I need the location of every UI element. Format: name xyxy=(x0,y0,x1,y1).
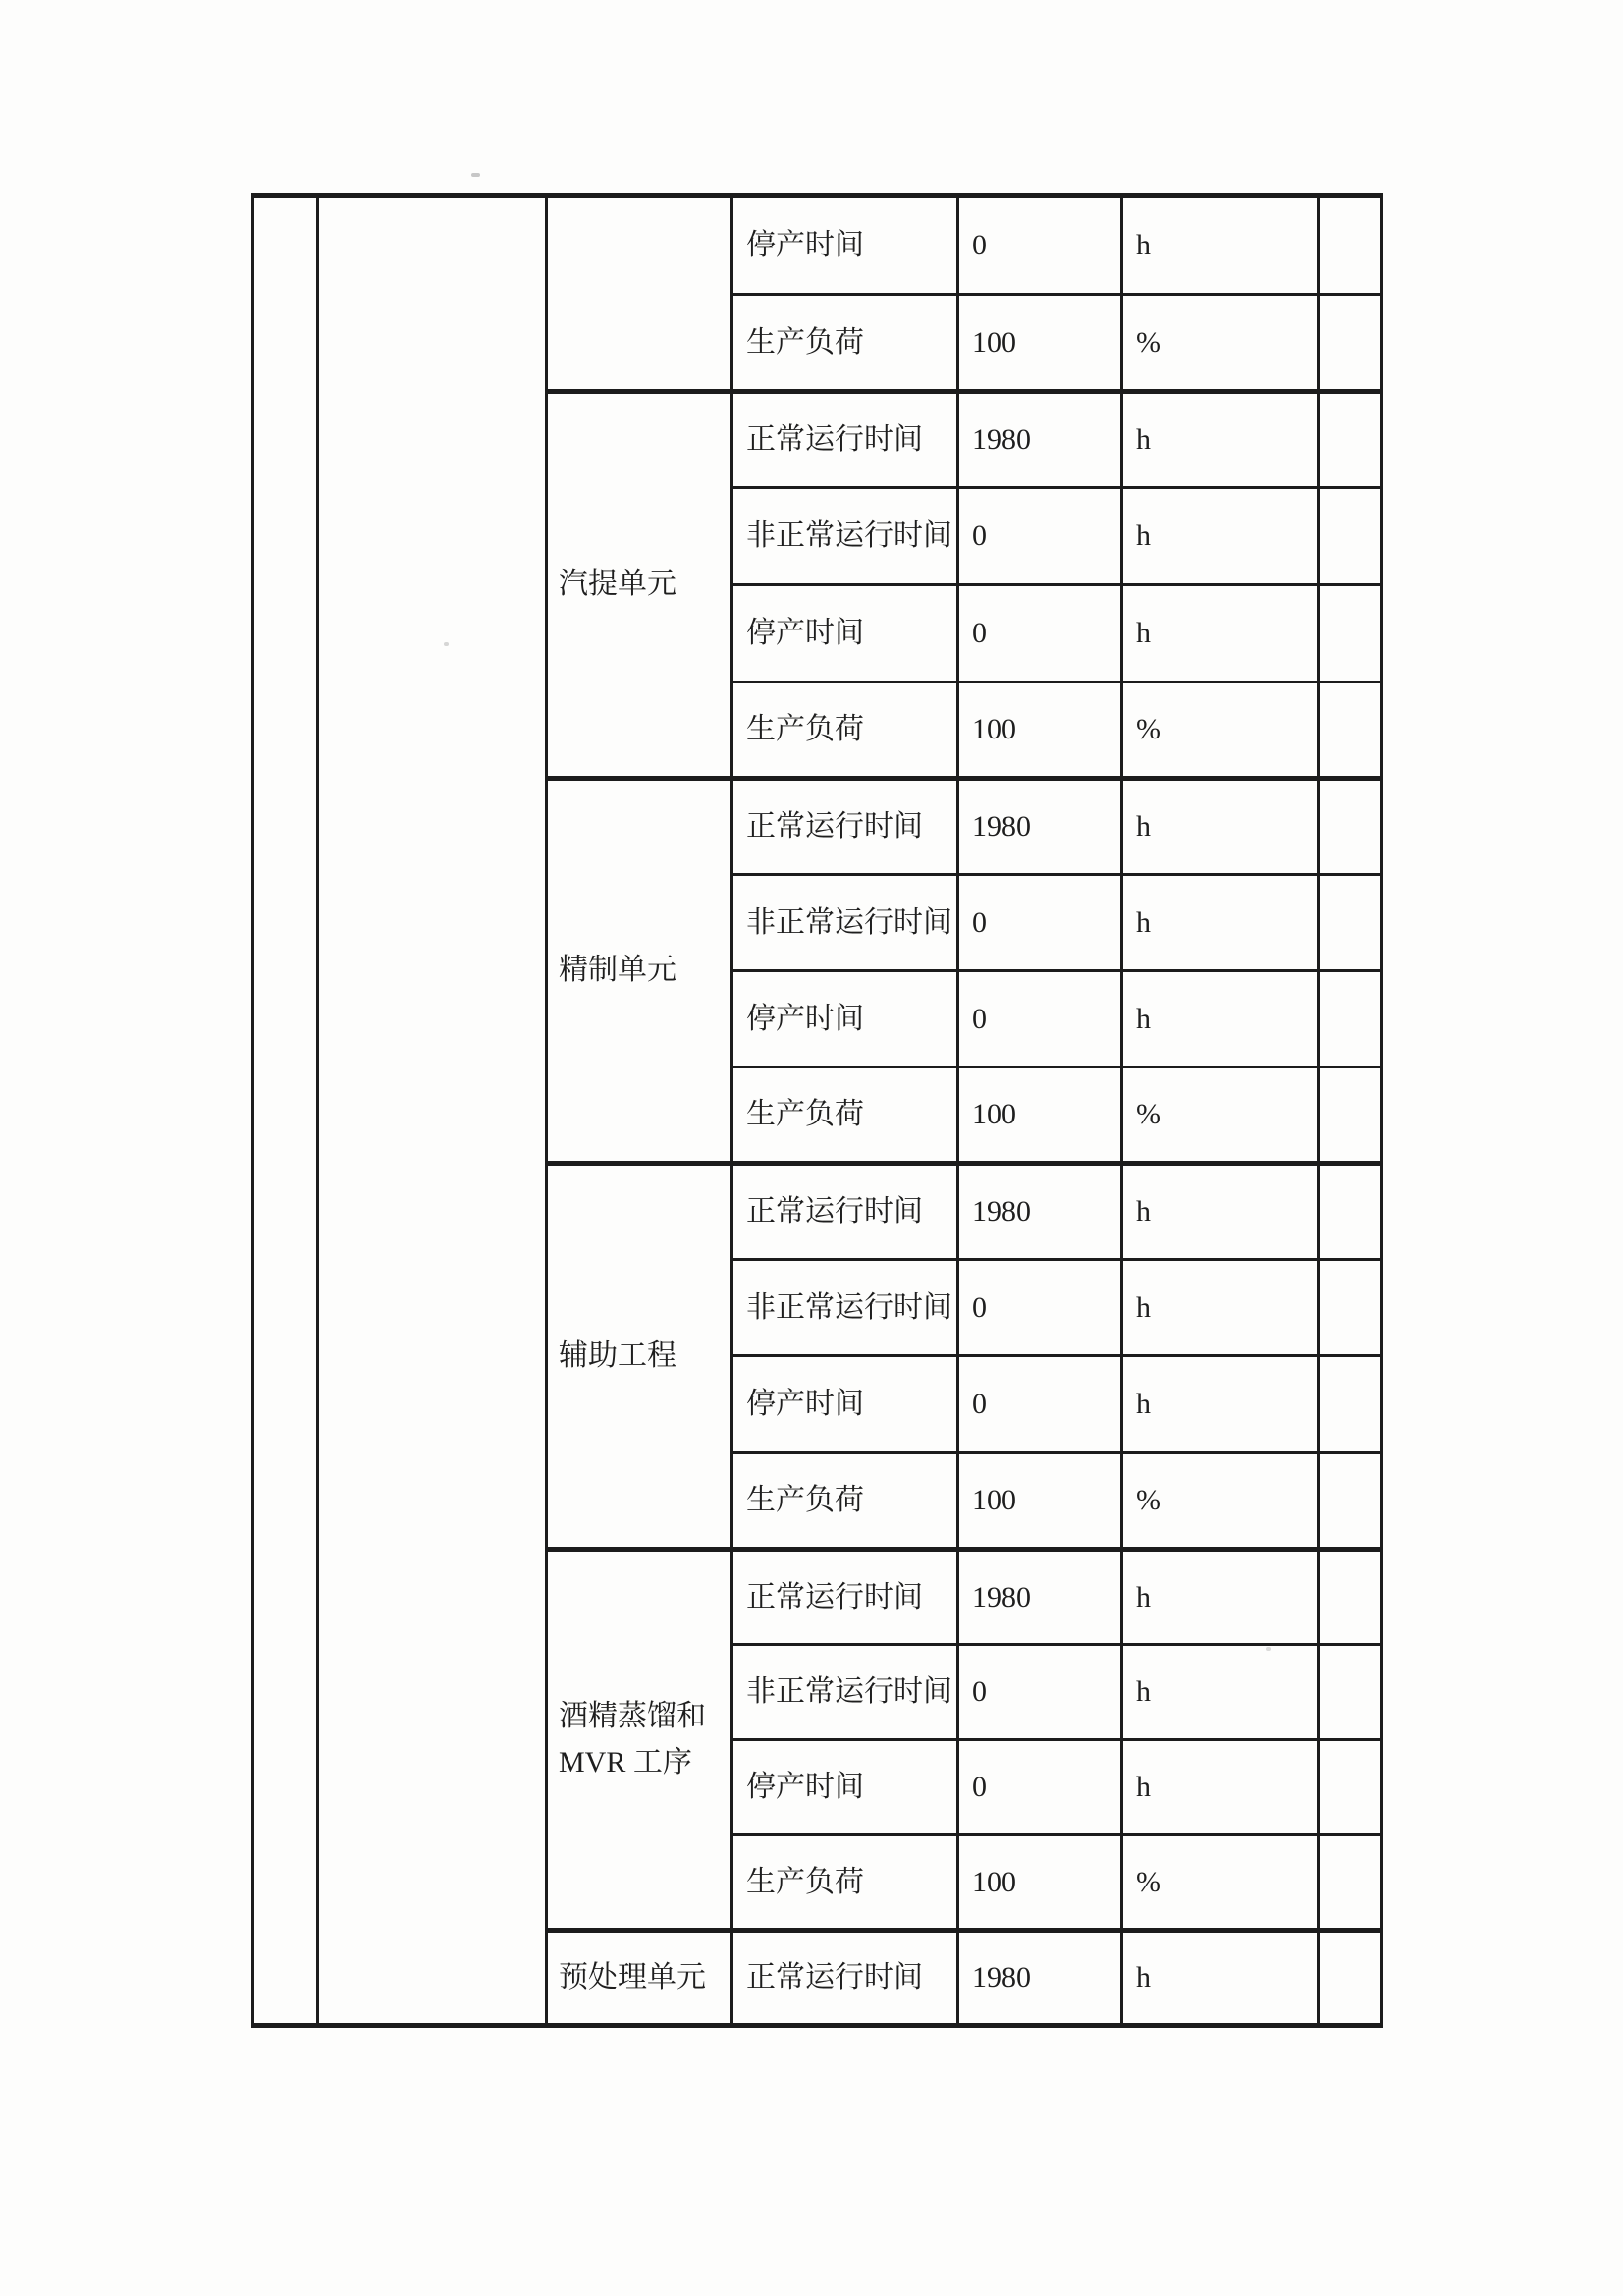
unit-label-line: 辅助工程 xyxy=(559,1339,676,1372)
unit-symbol-cell: % xyxy=(1122,1453,1319,1550)
remark-cell xyxy=(1319,196,1382,295)
remark-cell xyxy=(1319,779,1382,875)
production-table-body xyxy=(253,196,1382,2026)
value-cell: 1980 xyxy=(958,1550,1122,1645)
production-operating-hours-table xyxy=(251,193,1382,2028)
value-cell: 100 xyxy=(958,683,1122,779)
unit-label-cell xyxy=(547,1164,732,1550)
parameter-cell: 生产负荷 xyxy=(732,295,958,392)
value-cell: 0 xyxy=(958,585,1122,683)
unit-symbol-cell: h xyxy=(1122,392,1319,488)
unit-label-line: 酒精蒸馏和 xyxy=(559,1700,706,1732)
value-cell: 0 xyxy=(958,875,1122,971)
sequence-column-cell xyxy=(253,196,318,2026)
table-row xyxy=(253,196,1382,295)
parameter-cell: 正常运行时间 xyxy=(732,1164,958,1260)
value-cell: 1980 xyxy=(958,1164,1122,1260)
scan-speckle xyxy=(471,173,480,177)
unit-label-cell xyxy=(547,1931,732,2026)
unit-symbol-cell: h xyxy=(1122,488,1319,585)
parameter-cell: 正常运行时间 xyxy=(732,1931,958,2026)
value-cell: 0 xyxy=(958,971,1122,1067)
value-cell: 0 xyxy=(958,1356,1122,1453)
remark-cell xyxy=(1319,585,1382,683)
unit-symbol-cell: % xyxy=(1122,1835,1319,1931)
remark-cell xyxy=(1319,488,1382,585)
unit-label-cell xyxy=(547,392,732,779)
parameter-cell: 正常运行时间 xyxy=(732,392,958,488)
unit-label-line: 汽提单元 xyxy=(559,568,676,601)
remark-cell xyxy=(1319,683,1382,779)
parameter-cell: 非正常运行时间 xyxy=(732,875,958,971)
unit-symbol-cell: h xyxy=(1122,1550,1319,1645)
unit-symbol-cell: h xyxy=(1122,585,1319,683)
remark-cell xyxy=(1319,1931,1382,2026)
parameter-cell: 停产时间 xyxy=(732,971,958,1067)
parameter-cell: 生产负荷 xyxy=(732,1453,958,1550)
unit-symbol-cell: % xyxy=(1122,295,1319,392)
unit-symbol-cell: h xyxy=(1122,1260,1319,1356)
unit-label-cell xyxy=(547,779,732,1164)
value-cell: 1980 xyxy=(958,1931,1122,2026)
value-cell: 100 xyxy=(958,1835,1122,1931)
parameter-cell: 正常运行时间 xyxy=(732,1550,958,1645)
category-column-cell xyxy=(318,196,547,2026)
unit-label-cell xyxy=(547,196,732,392)
value-cell: 0 xyxy=(958,1260,1122,1356)
unit-symbol-cell: h xyxy=(1122,971,1319,1067)
parameter-cell: 生产负荷 xyxy=(732,683,958,779)
remark-cell xyxy=(1319,875,1382,971)
value-cell: 100 xyxy=(958,1067,1122,1164)
parameter-cell: 非正常运行时间 xyxy=(732,1260,958,1356)
value-cell: 0 xyxy=(958,1740,1122,1835)
parameter-cell: 停产时间 xyxy=(732,1356,958,1453)
production-table xyxy=(251,193,1383,2028)
remark-cell xyxy=(1319,1453,1382,1550)
value-cell: 100 xyxy=(958,295,1122,392)
unit-symbol-cell: % xyxy=(1122,1067,1319,1164)
value-cell: 0 xyxy=(958,196,1122,295)
value-cell: 1980 xyxy=(958,392,1122,488)
parameter-cell: 停产时间 xyxy=(732,1740,958,1835)
unit-symbol-cell: h xyxy=(1122,1740,1319,1835)
unit-symbol-cell: % xyxy=(1122,683,1319,779)
parameter-cell: 生产负荷 xyxy=(732,1067,958,1164)
value-cell: 0 xyxy=(958,1645,1122,1740)
remark-cell xyxy=(1319,1067,1382,1164)
parameter-cell: 停产时间 xyxy=(732,585,958,683)
unit-symbol-cell: h xyxy=(1122,1645,1319,1740)
scan-speckle xyxy=(444,642,449,646)
remark-cell xyxy=(1319,1260,1382,1356)
parameter-cell: 停产时间 xyxy=(732,196,958,295)
remark-cell xyxy=(1319,1550,1382,1645)
parameter-cell: 非正常运行时间 xyxy=(732,488,958,585)
remark-cell xyxy=(1319,1740,1382,1835)
unit-symbol-cell: h xyxy=(1122,196,1319,295)
parameter-cell: 正常运行时间 xyxy=(732,779,958,875)
parameter-cell: 非正常运行时间 xyxy=(732,1645,958,1740)
unit-symbol-cell: h xyxy=(1122,779,1319,875)
unit-label-line: 预处理单元 xyxy=(559,1960,706,1994)
remark-cell xyxy=(1319,392,1382,488)
value-cell: 100 xyxy=(958,1453,1122,1550)
unit-label-line: 精制单元 xyxy=(559,954,676,987)
unit-symbol-cell: h xyxy=(1122,1356,1319,1453)
parameter-cell: 生产负荷 xyxy=(732,1835,958,1931)
remark-cell xyxy=(1319,971,1382,1067)
remark-cell xyxy=(1319,1835,1382,1931)
remark-cell xyxy=(1319,1645,1382,1740)
unit-symbol-cell: h xyxy=(1122,875,1319,971)
value-cell: 1980 xyxy=(958,779,1122,875)
remark-cell xyxy=(1319,1164,1382,1260)
unit-label-line: MVR 工序 xyxy=(559,1745,692,1778)
unit-symbol-cell: h xyxy=(1122,1931,1319,2026)
remark-cell xyxy=(1319,1356,1382,1453)
unit-label-cell xyxy=(547,1550,732,1931)
remark-cell xyxy=(1319,295,1382,392)
value-cell: 0 xyxy=(958,488,1122,585)
scan-speckle xyxy=(1266,1647,1271,1651)
unit-symbol-cell: h xyxy=(1122,1164,1319,1260)
